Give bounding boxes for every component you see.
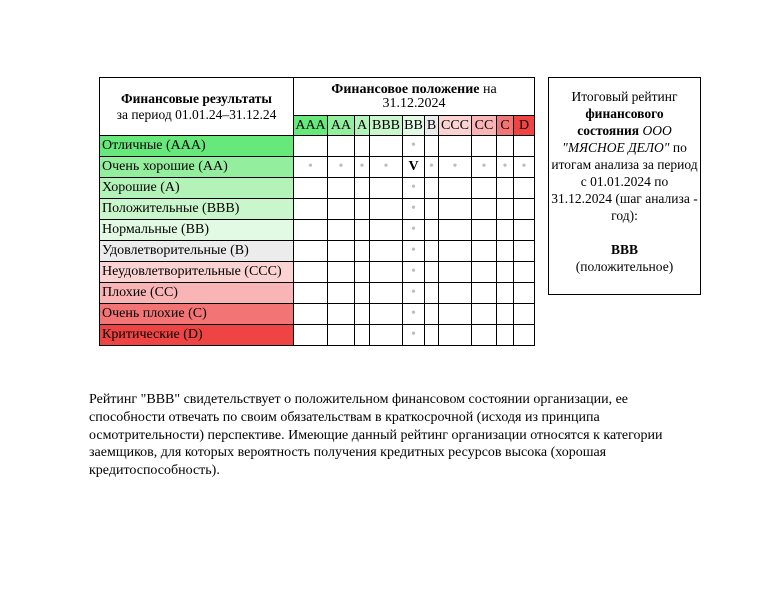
guide-dot: • xyxy=(355,157,370,178)
result-level-label: Положительные (BBB) xyxy=(100,199,294,220)
matrix-cell xyxy=(439,220,472,241)
guide-dot: • xyxy=(370,157,403,178)
matrix-cell xyxy=(472,241,497,262)
matrix-cell xyxy=(355,283,370,304)
guide-dot: • xyxy=(403,220,425,241)
rating-code-9: D xyxy=(514,116,535,136)
matrix-cell xyxy=(328,304,355,325)
guide-dot: • xyxy=(403,178,425,199)
matrix-cell xyxy=(294,178,328,199)
matrix-row xyxy=(100,262,535,283)
result-level-label: Плохие (CC) xyxy=(100,283,294,304)
matrix-cell xyxy=(497,136,514,157)
rating-code-6: CCC xyxy=(439,116,472,136)
matrix-cell xyxy=(425,304,439,325)
matrix-cell xyxy=(514,283,535,304)
matrix-cell xyxy=(294,220,328,241)
matrix-cell xyxy=(439,199,472,220)
matrix-cell xyxy=(294,304,328,325)
matrix-cell xyxy=(370,304,403,325)
rating-code-1: AA xyxy=(328,116,355,136)
matrix-cell xyxy=(439,304,472,325)
final-rating-caption-bold-2: состояния xyxy=(577,123,640,138)
final-rating-caption: Итоговый рейтинг xyxy=(571,89,678,104)
matrix-cell xyxy=(328,241,355,262)
matrix-cell xyxy=(472,325,497,346)
matrix-cell xyxy=(425,283,439,304)
rating-code-8: C xyxy=(497,116,514,136)
matrix-cell xyxy=(328,199,355,220)
matrix-cell xyxy=(497,325,514,346)
matrix-cell xyxy=(514,304,535,325)
guide-dot: • xyxy=(403,136,425,157)
results-title: Финансовые результаты xyxy=(121,91,272,106)
guide-dot: • xyxy=(403,304,425,325)
results-period: за период 01.01.24–31.12.24 xyxy=(116,106,277,122)
matrix-cell xyxy=(370,136,403,157)
result-level-label: Критические (D) xyxy=(100,325,294,346)
matrix-cell xyxy=(425,136,439,157)
rating-code-5: B xyxy=(425,116,439,136)
rating-code-3: BBB xyxy=(370,116,403,136)
matrix-cell xyxy=(355,241,370,262)
matrix-cell xyxy=(497,262,514,283)
matrix-cell xyxy=(370,220,403,241)
matrix-cell xyxy=(328,283,355,304)
matrix-cell xyxy=(370,283,403,304)
matrix-cell xyxy=(472,304,497,325)
matrix-cell xyxy=(328,136,355,157)
matrix-row xyxy=(100,325,535,346)
rating-explanation: Рейтинг "BBB" свидетельствует о положительном финансовом состоянии организации, ее способности отвечать по своим обязательствам в краткосрочной (исходя из принципа осмотрительности) перспективе. Имеющие данный рейтинг организации относятся к категории заемщиков, для которых вероятность получения кредитных ресурсов высока (хорошая кредитоспособность). xyxy=(89,392,663,479)
matrix-cell xyxy=(514,241,535,262)
matrix-cell xyxy=(472,199,497,220)
matrix-cell xyxy=(472,178,497,199)
matrix-cell xyxy=(355,325,370,346)
matrix-cell xyxy=(425,178,439,199)
matrix-cell xyxy=(355,178,370,199)
guide-dot: • xyxy=(514,157,535,178)
result-level-label: Нормальные (BB) xyxy=(100,220,294,241)
result-level-label: Хорошие (A) xyxy=(100,178,294,199)
matrix-cell xyxy=(497,241,514,262)
rating-code-4: BB xyxy=(403,116,425,136)
matrix-cell xyxy=(497,220,514,241)
result-level-label: Очень хорошие (AA) xyxy=(100,157,294,178)
matrix-cell xyxy=(370,178,403,199)
result-level-label: Удовлетворительные (B) xyxy=(100,241,294,262)
position-title-suffix: на xyxy=(479,81,497,97)
matrix-cell xyxy=(514,178,535,199)
matrix-row xyxy=(100,241,535,262)
position-title: Финансовое положение xyxy=(331,81,480,97)
matrix-cell xyxy=(439,178,472,199)
matrix-cell xyxy=(355,304,370,325)
result-level-label: Очень плохие (C) xyxy=(100,304,294,325)
matrix-cell xyxy=(472,136,497,157)
matrix-cell xyxy=(294,199,328,220)
position-header xyxy=(294,78,535,116)
matrix-cell xyxy=(425,241,439,262)
final-rating-box xyxy=(548,77,701,295)
guide-dot: • xyxy=(439,157,472,178)
matrix-cell xyxy=(355,220,370,241)
guide-dot: • xyxy=(403,283,425,304)
matrix-cell xyxy=(514,136,535,157)
matrix-cell xyxy=(294,241,328,262)
matrix-cell xyxy=(514,262,535,283)
matrix-row xyxy=(100,157,535,178)
matrix-cell xyxy=(497,283,514,304)
matrix-row xyxy=(100,283,535,304)
matrix-cell xyxy=(439,325,472,346)
matrix-cell xyxy=(355,136,370,157)
matrix-cell xyxy=(294,283,328,304)
matrix-cell xyxy=(472,220,497,241)
matrix-cell xyxy=(439,283,472,304)
matrix-cell xyxy=(328,178,355,199)
matrix-cell xyxy=(370,199,403,220)
matrix-row xyxy=(100,199,535,220)
matrix-cell xyxy=(294,262,328,283)
matrix-cell xyxy=(472,262,497,283)
result-level-label: Неудовлетворительные (CCC) xyxy=(100,262,294,283)
matrix-cell xyxy=(370,262,403,283)
guide-dot: • xyxy=(403,241,425,262)
matrix-cell xyxy=(355,199,370,220)
result-level-label: Отличные (AAA) xyxy=(100,136,294,157)
matrix-cell xyxy=(355,262,370,283)
matrix-cell xyxy=(439,241,472,262)
matrix-cell xyxy=(370,325,403,346)
matrix-cell xyxy=(425,199,439,220)
guide-dot: • xyxy=(472,157,497,178)
company-name: ООО "МЯСНОЕ ДЕЛО" xyxy=(562,123,672,155)
rating-matrix xyxy=(99,77,535,346)
matrix-cell xyxy=(294,136,328,157)
matrix-cell xyxy=(370,241,403,262)
final-rating-caption-bold-1: финансового xyxy=(585,106,664,121)
guide-dot: • xyxy=(425,157,439,178)
rating-code-0: AAA xyxy=(294,116,328,136)
matrix-cell xyxy=(439,262,472,283)
rating-code-7: CC xyxy=(472,116,497,136)
rating-code-2: A xyxy=(355,116,370,136)
matrix-cell xyxy=(472,283,497,304)
guide-dot: • xyxy=(403,199,425,220)
matrix-cell xyxy=(328,262,355,283)
matrix-cell xyxy=(497,199,514,220)
final-rating-period: по итогам анализа за период с 01.01.2024 по 31.12.2024 (шаг анализа - год): xyxy=(551,140,698,223)
guide-dot: • xyxy=(497,157,514,178)
matrix-row xyxy=(100,220,535,241)
final-rating-description: (положительное) xyxy=(575,259,674,274)
matrix-cell xyxy=(328,220,355,241)
guide-dot: • xyxy=(328,157,355,178)
matrix-cell xyxy=(514,220,535,241)
matrix-cell xyxy=(514,199,535,220)
position-marker: V xyxy=(403,157,425,178)
results-header xyxy=(100,78,294,136)
matrix-row xyxy=(100,178,535,199)
guide-dot: • xyxy=(294,157,328,178)
position-date: 31.12.2024 xyxy=(382,95,446,111)
matrix-row xyxy=(100,136,535,157)
matrix-cell xyxy=(328,325,355,346)
matrix-cell xyxy=(294,325,328,346)
matrix-cell xyxy=(439,136,472,157)
guide-dot: • xyxy=(403,325,425,346)
matrix-cell xyxy=(497,304,514,325)
matrix-cell xyxy=(425,262,439,283)
final-rating-value: BBB xyxy=(610,242,638,257)
matrix-cell xyxy=(425,220,439,241)
matrix-cell xyxy=(514,325,535,346)
guide-dot: • xyxy=(403,262,425,283)
matrix-cell xyxy=(497,178,514,199)
matrix-cell xyxy=(425,325,439,346)
matrix-row xyxy=(100,304,535,325)
